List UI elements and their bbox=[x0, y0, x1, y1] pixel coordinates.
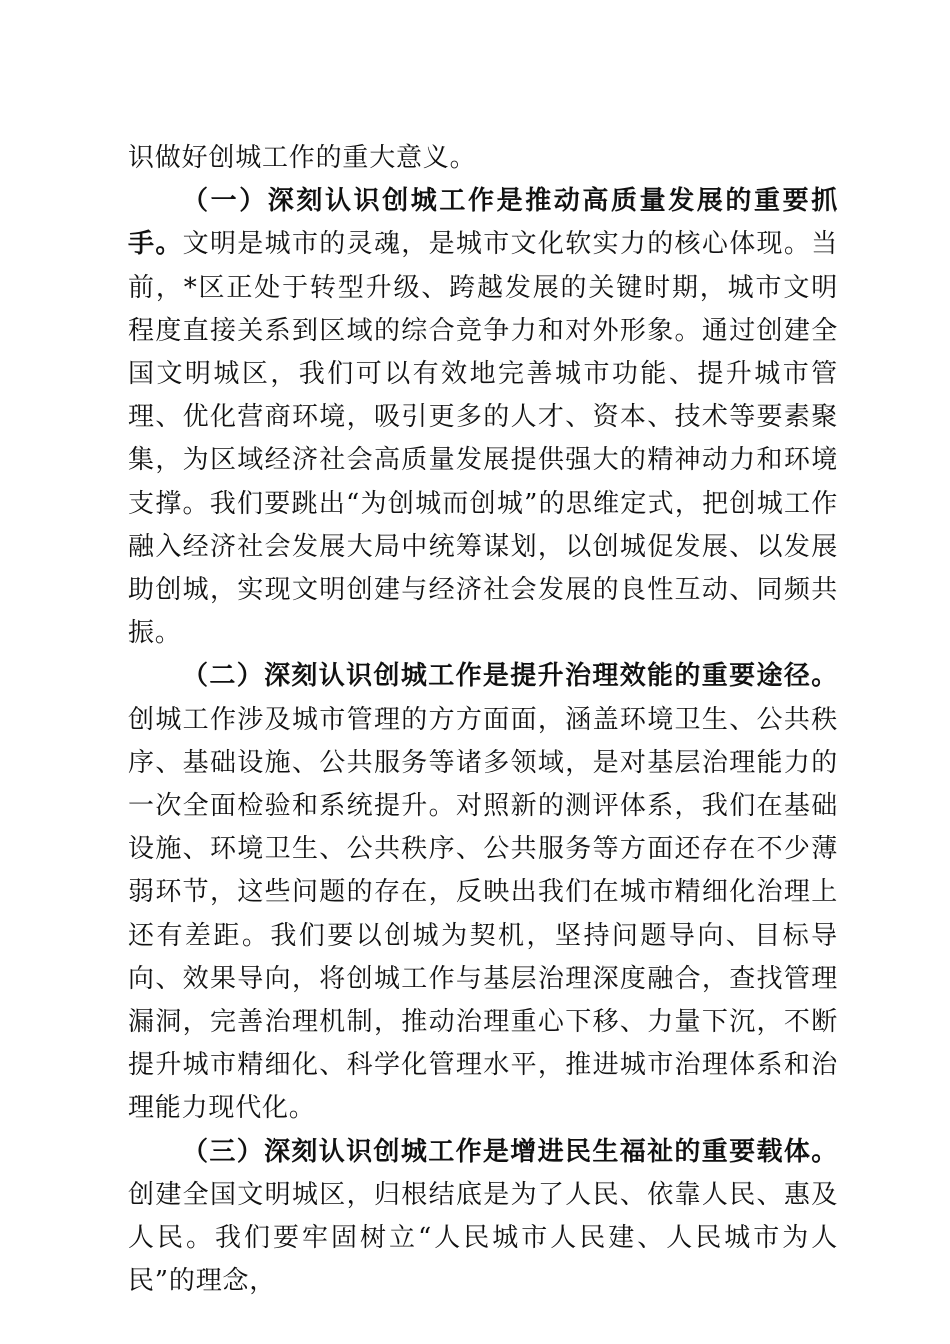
section-3-paragraph bbox=[128, 1131, 838, 1304]
document-page bbox=[128, 137, 838, 1303]
section-1-heading: （一）深刻认识创城工作是推动高质量发展的重要抓手。 bbox=[128, 186, 838, 260]
section-3-heading: （三）深刻认识创城工作是增进民生福祉的重要载体。 bbox=[182, 1136, 838, 1167]
section-2-paragraph bbox=[128, 655, 838, 1130]
section-1-body: 文明是城市的灵魂，是城市文化软实力的核心体现。当前，*区正处于转型升级、跨越发展的关键时期，城市文明程度直接关系到区域的综合竞争力和对外形象。通过创建全国文明城区，我们可以有效地完善城市功能、提升城市管理、优化营商环境，吸引更多的人才、资本、技术等要素聚集，为区域经济社会高质量发展提供强大的精神动力和环境支撑。我们要跳出“为创城而创城”的思维定式，把创城工作融入经济社会发展大局中统筹谋划，以创城促发展、以发展助创城，实现文明创建与经济社会发展的良性互动、同频共振。 bbox=[128, 229, 838, 649]
section-3-body: 创建全国文明城区，归根结底是为了人民、依靠人民、惠及人民。我们要牢固树立“人民城市人民建、人民城市为人民”的理念， bbox=[128, 1179, 838, 1297]
section-2-body: 创城工作涉及城市管理的方方面面，涵盖环境卫生、公共秩序、基础设施、公共服务等诸多领域，是对基层治理能力的一次全面检验和系统提升。对照新的测评体系，我们在基础设施、环境卫生、公共秩序、公共服务等方面还存在不少薄弱环节，这些问题的存在，反映出我们在城市精细化治理上还有差距。我们要以创城为契机，坚持问题导向、目标导向、效果导向，将创城工作与基层治理深度融合，查找管理漏洞，完善治理机制，推动治理重心下移、力量下沉，不断提升城市精细化、科学化管理水平，推进城市治理体系和治理能力现代化。 bbox=[128, 704, 838, 1124]
section-2-heading: （二）深刻认识创城工作是提升治理效能的重要途径。 bbox=[182, 661, 838, 692]
continuation-paragraph: 识做好创城工作的重大意义。 bbox=[128, 143, 477, 173]
section-1-paragraph bbox=[128, 180, 838, 655]
